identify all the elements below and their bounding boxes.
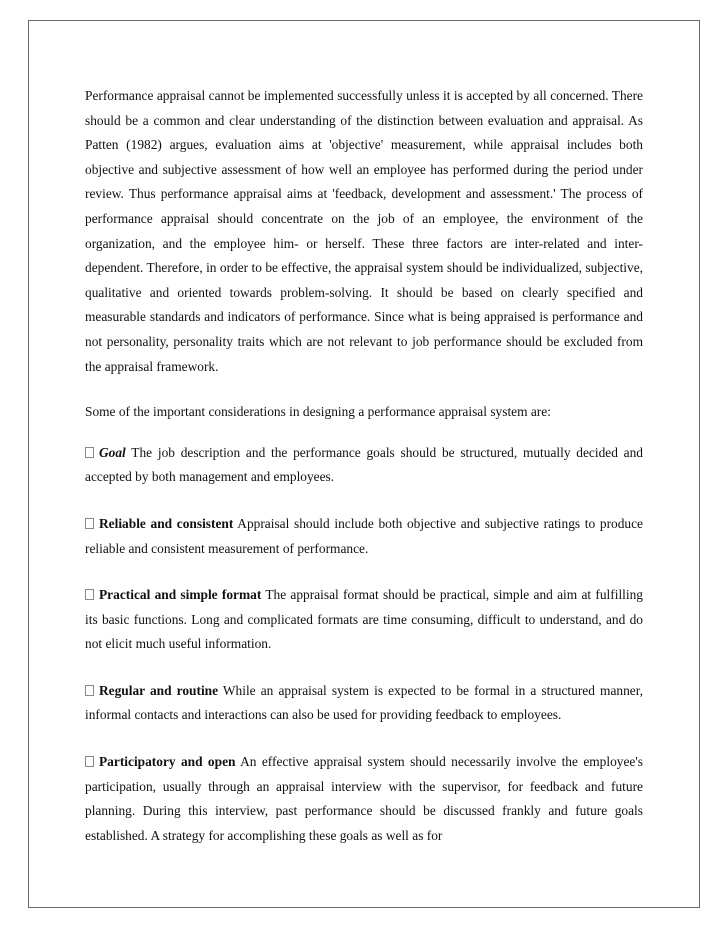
bullet-icon xyxy=(85,756,94,767)
list-item-participatory xyxy=(85,750,643,848)
bullet-icon xyxy=(85,518,94,529)
item-term: Reliable and consistent xyxy=(99,515,234,531)
bullet-icon xyxy=(85,589,94,600)
item-text: The appraisal format should be practical, simple and aim at fulfilling its basic functions. Long and complicated formats are time consuming, difficult to understand, and do not elicit much useful information. xyxy=(85,587,643,652)
considerations-intro: Some of the important considerations in designing a performance appraisal system are: xyxy=(85,404,551,420)
document-body xyxy=(85,84,643,870)
paragraph-performance-appraisal: Performance appraisal cannot be implemented successfully unless it is accepted by all concerned. There should be a common and clear understanding of the distinction between evaluation and appraisal. As Patten (1982) argues, evaluation aims at 'objective' measurement, while appraisal includes both objective and subjective assessment of how well an employee has performed during the period under review. Thus performance appraisal aims at 'feedback, development and assessment.' The process of performance appraisal should concentrate on the job of an employee, the environment of the organization, and the employee him- or herself. These three factors are inter-related and inter-dependent. Therefore, in order to be effective, the appraisal system should be individualized, subjective, qualitative and oriented towards problem-solving. It should be based on clearly specified and measurable standards and indicators of performance. Since what is being appraised is performance and not personality, personality traits which are not relevant to job performance should be excluded from the appraisal framework. xyxy=(85,88,643,374)
item-text: The job description and the performance goals should be structured, mutually decided and accepted by both management and employees. xyxy=(85,444,643,485)
list-item-reliable xyxy=(85,512,643,561)
item-text: An effective appraisal system should necessarily involve the employee's participation, usually through an appraisal interview with the supervisor, for feedback and future planning. During this interview, past performance should be discussed frankly and future goals established. A strategy for accomplishing these goals as well as for xyxy=(85,754,643,843)
item-term: Participatory and open xyxy=(99,754,236,770)
list-item-goal xyxy=(85,441,643,490)
item-term: Goal xyxy=(99,444,126,460)
list-item-regular xyxy=(85,679,643,728)
bullet-icon xyxy=(85,685,94,696)
bullet-icon xyxy=(85,447,94,458)
item-term: Regular and routine xyxy=(99,682,219,698)
item-text: Appraisal should include both objective and subjective ratings to produce reliable and consistent measurement of performance. xyxy=(85,515,644,556)
item-text: While an appraisal system is expected to be formal in a structured manner, informal contacts and interactions can also be used for providing feedback to employees. xyxy=(85,682,643,723)
item-term: Practical and simple format xyxy=(99,587,262,603)
list-item-practical xyxy=(85,583,643,657)
